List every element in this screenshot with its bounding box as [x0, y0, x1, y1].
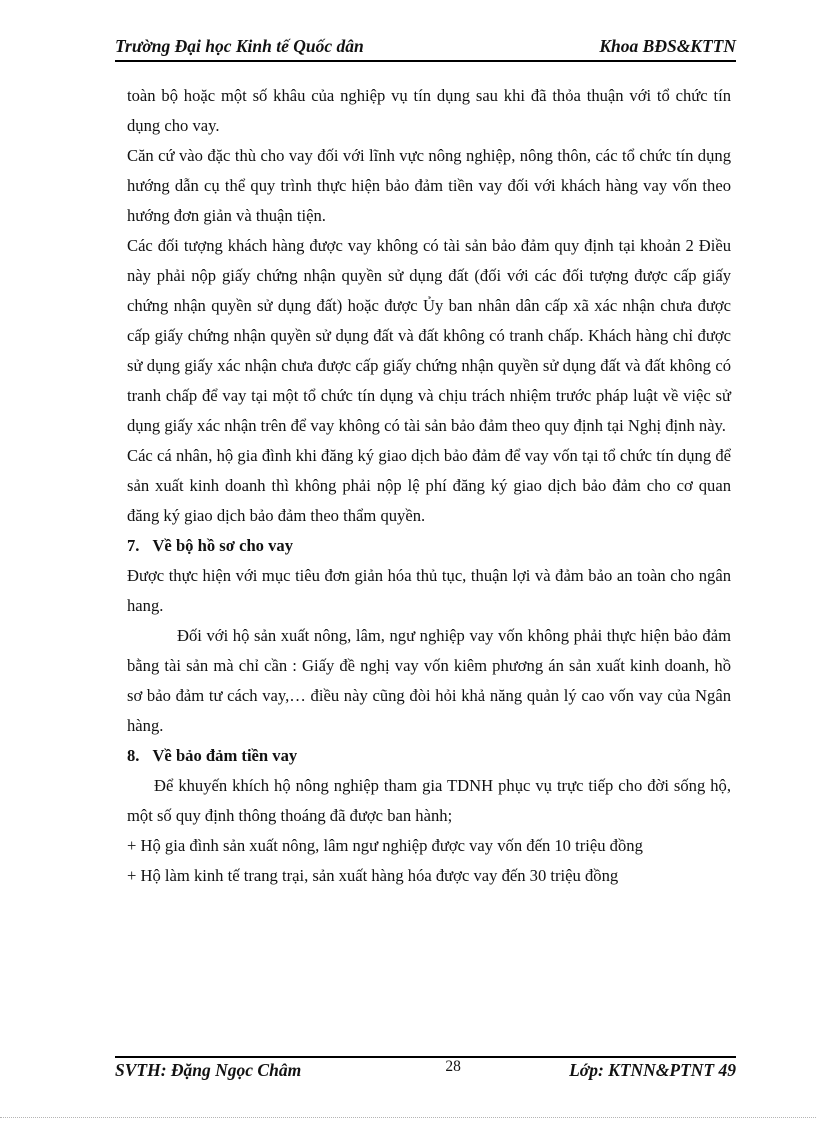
page-header: [115, 36, 736, 62]
section-heading-7: [127, 531, 731, 561]
footer-class-name: Lớp: KTNN&PTNT 49: [569, 1060, 736, 1080]
list-item: + Hộ làm kinh tế trang trại, sản xuất hàng hóa được vay đến 30 triệu đồng: [127, 866, 619, 885]
header-faculty-name: Khoa BĐS&KTTN: [599, 36, 736, 56]
header-school-name: Trường Đại học Kinh tế Quốc dân: [115, 36, 364, 56]
paragraph: toàn bộ hoặc một số khâu của nghiệp vụ tín dụng sau khi đã thỏa thuận với tổ chức tín dụng cho vay.: [127, 86, 731, 135]
paragraph: Được thực hiện với mục tiêu đơn giản hóa thủ tục, thuận lợi và đảm bảo an toàn cho ngân hang.: [127, 566, 731, 615]
page-footer: [115, 1056, 736, 1081]
paragraph: Đối với hộ sản xuất nông, lâm, ngư nghiệp vay vốn không phải thực hiện bảo đảm bằng tài sản mà chỉ cần : Giấy đề nghị vay vốn kiêm phương án sản xuất kinh doanh, hồ sơ bảo đảm tư cách vay,… điều này cũng đòi hỏi khả năng quản lý cao vốn vay của Ngân hàng.: [127, 626, 731, 735]
document-body: [127, 81, 731, 891]
paragraph: Để khuyến khích hộ nông nghiệp tham gia TDNH phục vụ trực tiếp cho đời sống hộ, một số quy định thông thoáng đã được ban hành;: [127, 776, 731, 825]
section-heading-8: [127, 741, 731, 771]
page-bottom-divider: [0, 1117, 816, 1118]
section-title: Về bộ hồ sơ cho vay: [152, 536, 294, 555]
paragraph: Các cá nhân, hộ gia đình khi đăng ký giao dịch bảo đảm để vay vốn tại tổ chức tín dụng để sản xuất kinh doanh thì không phải nộp lệ phí đăng ký giao dịch bảo đảm cho cơ quan đăng ký giao dịch bảo đảm theo thẩm quyền.: [127, 446, 731, 525]
section-number: 8.: [127, 746, 140, 765]
paragraph: Căn cứ vào đặc thù cho vay đối với lĩnh vực nông nghiệp, nông thôn, các tổ chức tín dụng hướng dẫn cụ thể quy trình thực hiện bảo đảm tiền vay đối với khách hàng vay vốn theo hướng đơn giản và thuận tiện.: [127, 146, 731, 225]
section-number: 7.: [127, 536, 140, 555]
section-title: Về bảo đảm tiền vay: [152, 746, 298, 765]
paragraph: Các đối tượng khách hàng được vay không có tài sản bảo đảm quy định tại khoản 2 Điều này phải nộp giấy chứng nhận quyền sử dụng đất (đối với các đối tượng được cấp giấy chứng nhận quyền sử dụng đất) hoặc được Ủy ban nhân dân cấp xã xác nhận chưa được cấp giấy chứng nhận quyền sử dụng đất và đất không có tranh chấp. Khách hàng chỉ được sử dụng giấy xác nhận chưa được cấp giấy chứng nhận quyền sử dụng đất và đất không có tranh chấp để vay tại một tổ chức tín dụng và chịu trách nhiệm trước pháp luật về việc sử dụng giấy xác nhận trên để vay không có tài sản bảo đảm theo quy định tại Nghị định này.: [127, 236, 731, 435]
page-number: 28: [445, 1058, 461, 1075]
footer-student-name: SVTH: Đặng Ngọc Châm: [115, 1060, 302, 1080]
list-item: + Hộ gia đình sản xuất nông, lâm ngư nghiệp được vay vốn đến 10 triệu đồng: [127, 836, 643, 855]
